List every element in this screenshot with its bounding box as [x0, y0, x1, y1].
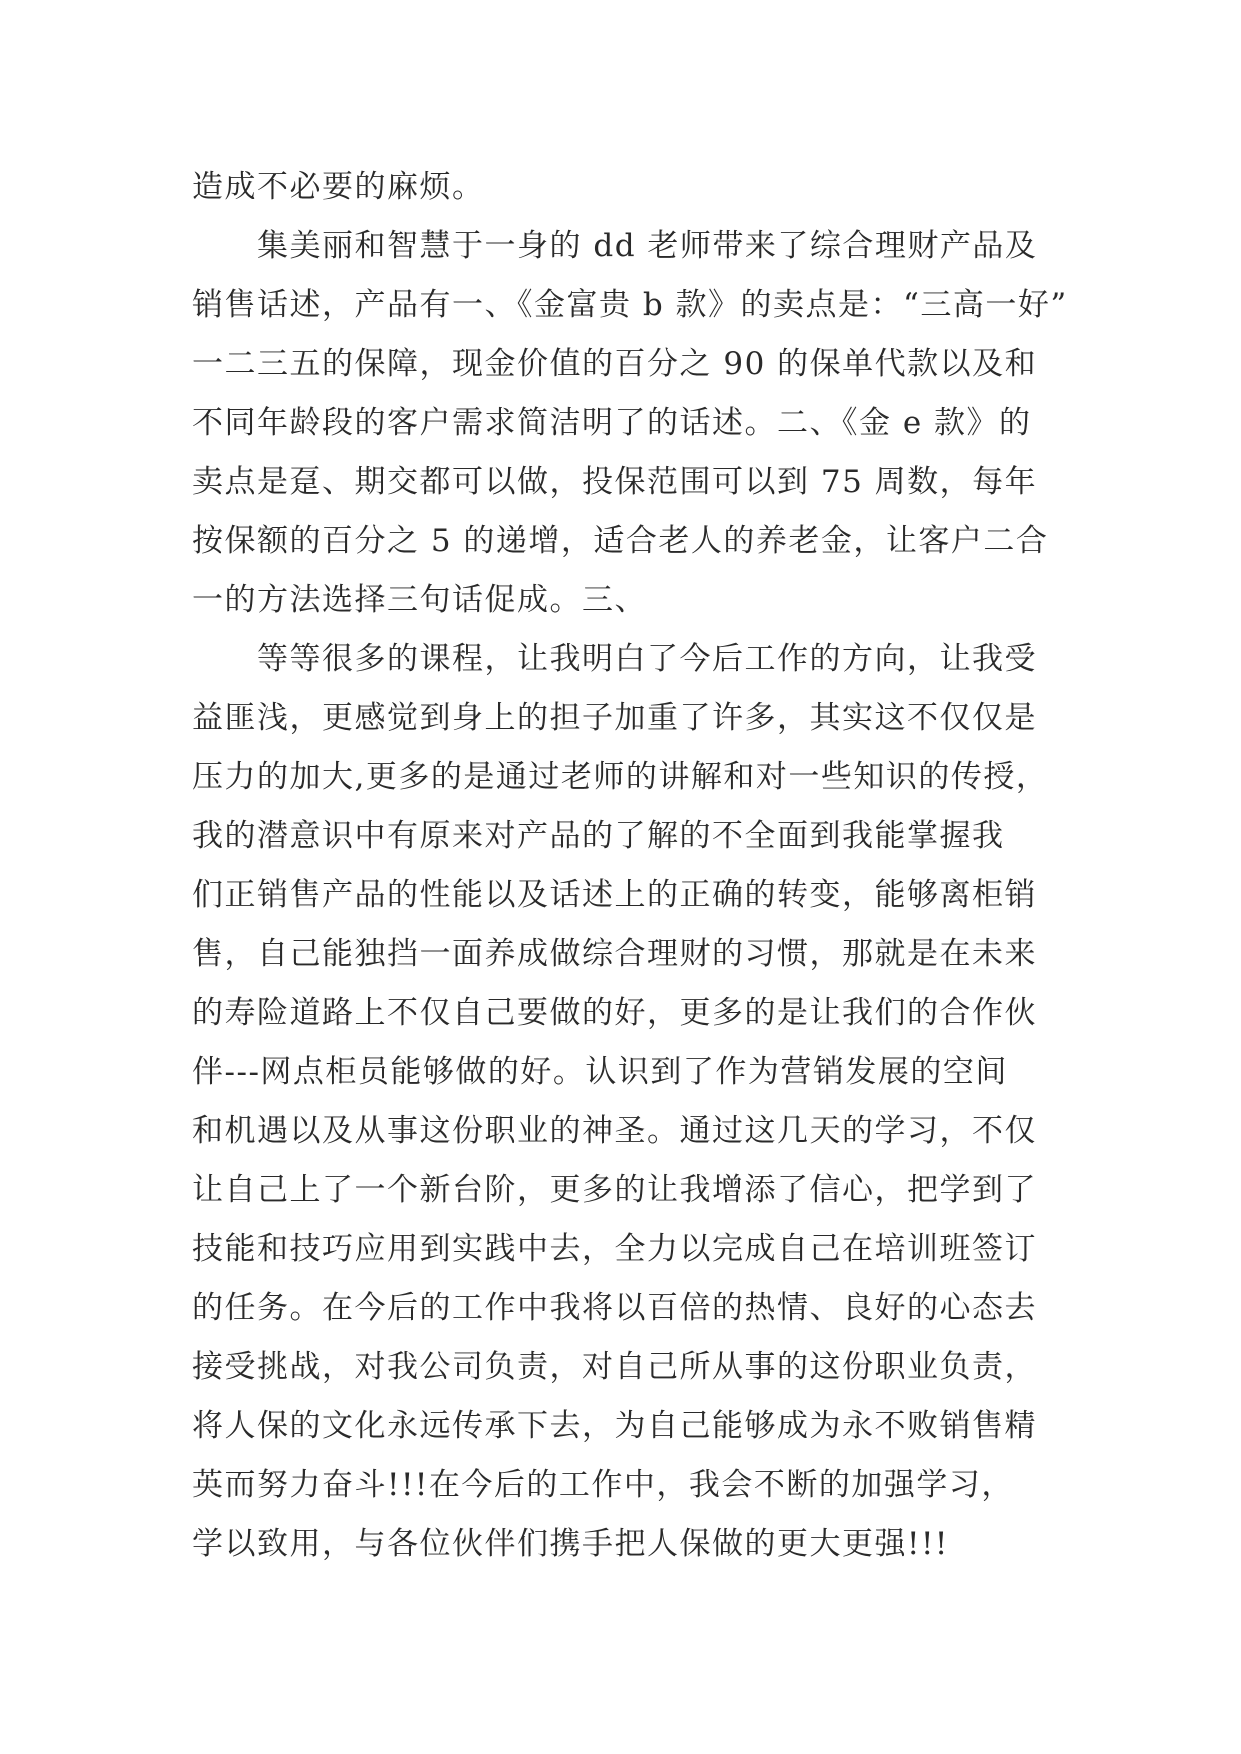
text-line: 的寿险道路上不仅自己要做的好，更多的是让我们的合作伙 [192, 995, 1037, 1031]
text-line: 一二三五的保障，现金价值的百分之 90 的保单代款以及和 [192, 346, 1038, 382]
text-line: 英而努力奋斗!!!在今后的工作中，我会不断的加强学习， [192, 1467, 1014, 1503]
text-line: 将人保的文化永远传承下去，为自己能够成为永不败销售精 [192, 1408, 1037, 1444]
text-line: 等等很多的课程，让我明白了今后工作的方向，让我受 [192, 641, 1037, 677]
text-line: 按保额的百分之 5 的递增，适合老人的养老金，让客户二合 [192, 523, 1049, 559]
text-line: 压力的加大,更多的是通过老师的讲解和对一些知识的传授， [192, 759, 1049, 795]
text-line: 不同年龄段的客户需求简洁明了的话述。二、《金 e 款》的 [192, 405, 1032, 441]
text-line: 销售话述，产品有一、《金富贵 b 款》的卖点是：“三高一好” [192, 287, 1068, 323]
text-line: 的任务。在今后的工作中我将以百倍的热情、良好的心态去 [192, 1290, 1037, 1326]
text-line: 们正销售产品的性能以及话述上的正确的转变，能够离柜销 [192, 877, 1037, 913]
text-line: 造成不必要的麻烦。 [192, 169, 485, 205]
body-text [192, 158, 1068, 1574]
text-line: 一的方法选择三句话促成。三、 [192, 582, 647, 618]
text-line: 学以致用，与各位伙伴们携手把人保做的更大更强!!! [192, 1526, 949, 1562]
text-line: 接受挑战，对我公司负责，对自己所从事的这份职业负责， [192, 1349, 1037, 1385]
text-line: 益匪浅，更感觉到身上的担子加重了许多，其实这不仅仅是 [192, 700, 1037, 736]
text-line: 技能和技巧应用到实践中去，全力以完成自己在培训班签订 [192, 1231, 1037, 1267]
text-line: 售，自己能独挡一面养成做综合理财的习惯，那就是在未来 [192, 936, 1037, 972]
text-line: 和机遇以及从事这份职业的神圣。通过这几天的学习，不仅 [192, 1113, 1037, 1149]
text-line: 集美丽和智慧于一身的 dd 老师带来了综合理财产品及 [192, 228, 1038, 264]
text-line: 卖点是趸、期交都可以做，投保范围可以到 75 周数，每年 [192, 464, 1038, 500]
text-line: 伴---网点柜员能够做的好。认识到了作为营销发展的空间 [192, 1054, 1008, 1090]
text-line: 让自己上了一个新台阶，更多的让我增添了信心，把学到了 [192, 1172, 1037, 1208]
text-line: 我的潜意识中有原来对产品的了解的不全面到我能掌握我 [192, 818, 1005, 854]
